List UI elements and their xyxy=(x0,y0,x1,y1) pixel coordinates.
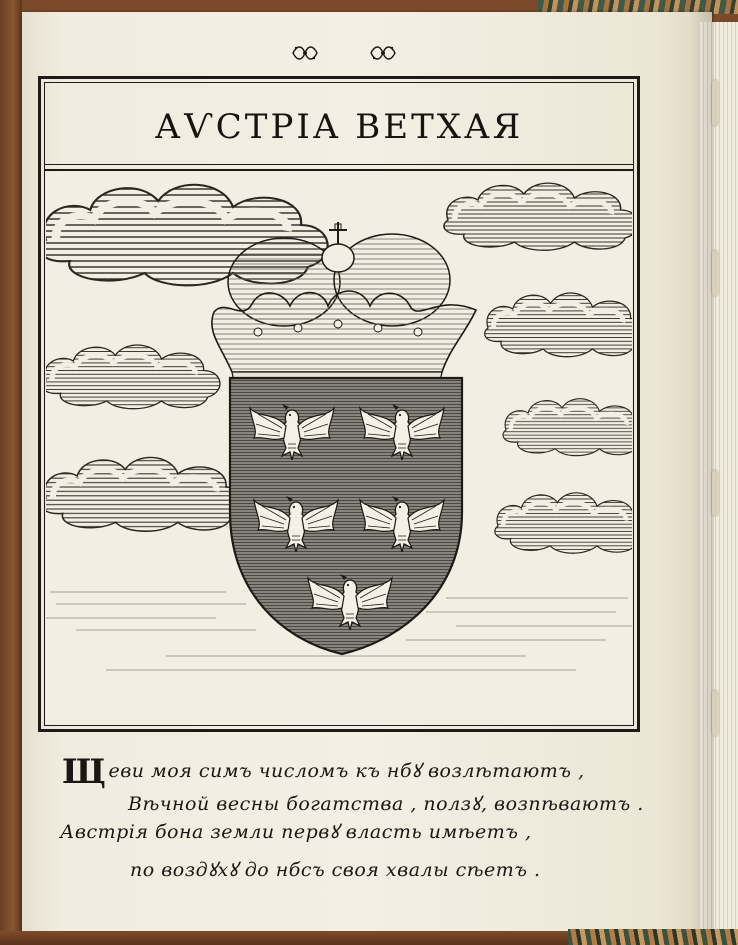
marbled-endpaper-bottom xyxy=(568,929,738,945)
verse-dropcap: Щ xyxy=(62,752,107,792)
binding-stitch xyxy=(712,470,718,516)
binding-stitch xyxy=(712,250,718,296)
verse-text: по воздꙋхꙋ до нбсъ своя хвалы сѣетъ . xyxy=(130,859,541,881)
verse-line xyxy=(128,790,738,816)
headpiece-ornament-icon xyxy=(290,42,320,64)
verse-text: Вѣчной весны богатства , ползꙋ, возпѣваютъ . xyxy=(128,793,644,815)
binding-stitch xyxy=(712,80,718,126)
book-cover-edge xyxy=(0,0,22,945)
title-divider xyxy=(44,164,634,165)
verse-line xyxy=(60,818,700,844)
heraldic-illustration xyxy=(46,172,632,724)
page-title: АѴСТРІА ВЕТХАЯ xyxy=(154,107,524,147)
binding-stitch xyxy=(712,690,718,736)
verse-line xyxy=(62,752,702,792)
title-divider xyxy=(44,169,634,171)
verse-line xyxy=(130,856,738,882)
verse-text: Австрія бона земли первꙋ власть имѣетъ , xyxy=(60,821,532,843)
headpiece-ornament-icon xyxy=(368,42,398,64)
verse-text: еви моя симъ числомъ къ нбꙋ возлѣтаютъ , xyxy=(108,760,585,782)
